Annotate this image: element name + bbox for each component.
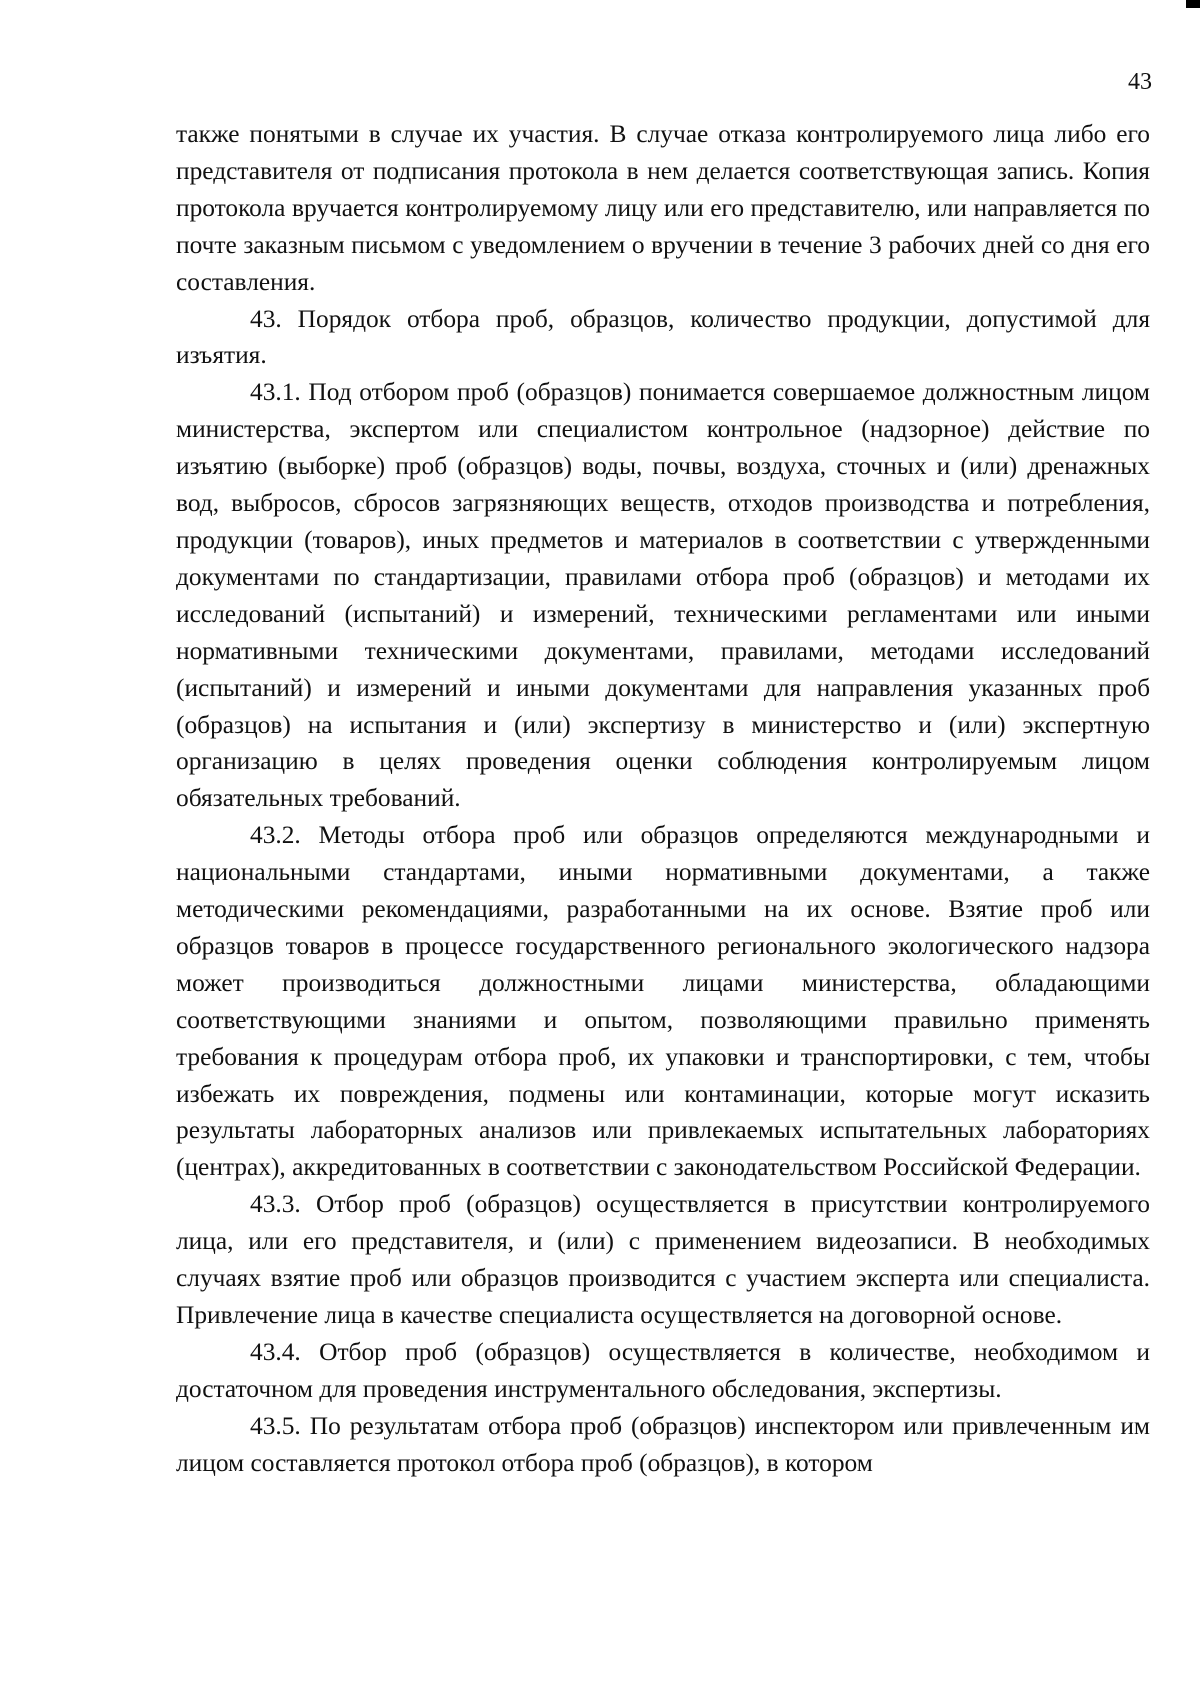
paragraph-43-3: 43.3. Отбор проб (образцов) осуществляется в присутствии контролируемого лица, или его представителя, и (или) с применением видеозаписи. В необходимых случаях взятие проб или образцов производится с участием эксперта или специалиста. Привлечение лица в качестве специалиста осуществляется на договорной основе. [176, 1190, 1150, 1329]
paragraph-43-1: 43.1. Под отбором проб (образцов) понимается совершаемое должностным лицом министерства, экспертом или специалистом контрольное (надзорное) действие по изъятию (выборке) проб (образцов) воды, почвы, воздуха, сточных и (или) дренажных вод, выбросов, сбросов загрязняющих веществ, отходов производства и потребления, продукции (товаров), иных предметов и материалов в соответствии с утвержденными документами по стандартизации, правилами отбора проб (образцов) и методами их исследований (испытаний) и измерений, техническими регламентами или иными нормативными техническими документами, правилами, методами исследований (испытаний) и измерений и иными документами для направления указанных проб (образцов) на испытания и (или) экспертизу в министерство и (или) экспертную организацию в целях проведения оценки соблюдения контролируемым лицом обязательных требований. [176, 378, 1150, 813]
document-body [176, 116, 1150, 1482]
paragraph-43-5: 43.5. По результатам отбора проб (образцов) инспектором или привлеченным им лицом составляется протокол отбора проб (образцов), в котором [176, 1411, 1150, 1477]
paragraph-43-4: 43.4. Отбор проб (образцов) осуществляется в количестве, необходимом и достаточном для проведения инструментального обследования, экспертизы. [176, 1337, 1150, 1403]
page-number: 43 [1128, 69, 1152, 95]
paragraph-43-2: 43.2. Методы отбора проб или образцов определяются международными и национальными стандартами, иными нормативными документами, а также методическими рекомендациями, разработанными на их основе. Взятие проб или образцов товаров в процессе государственного регионального экологического надзора может производиться должностными лицами министерства, обладающими соответствующими знаниями и опытом, позволяющими правильно применять требования к процедурам отбора проб, их упаковки и транспортировки, с тем, чтобы избежать их повреждения, подмены или контаминации, которые могут исказить результаты лабораторных анализов или привлекаемых испытательных лабораториях (центрах), аккредитованных в соответствии с законодательством Российской Федерации. [176, 821, 1150, 1182]
paragraph-43: 43. Порядок отбора проб, образцов, количество продукции, допустимой для изъятия. [176, 304, 1150, 370]
scan-corner-mark [1186, 0, 1200, 8]
paragraph-continuation: также понятыми в случае их участия. В случае отказа контролируемого лица либо его представителя от подписания протокола в нем делается соответствующая запись. Копия протокола вручается контролируемому лицу или его представителю, или направляется по почте заказным письмом с уведомлением о вручении в течение 3 рабочих дней со дня его составления. [176, 120, 1150, 296]
